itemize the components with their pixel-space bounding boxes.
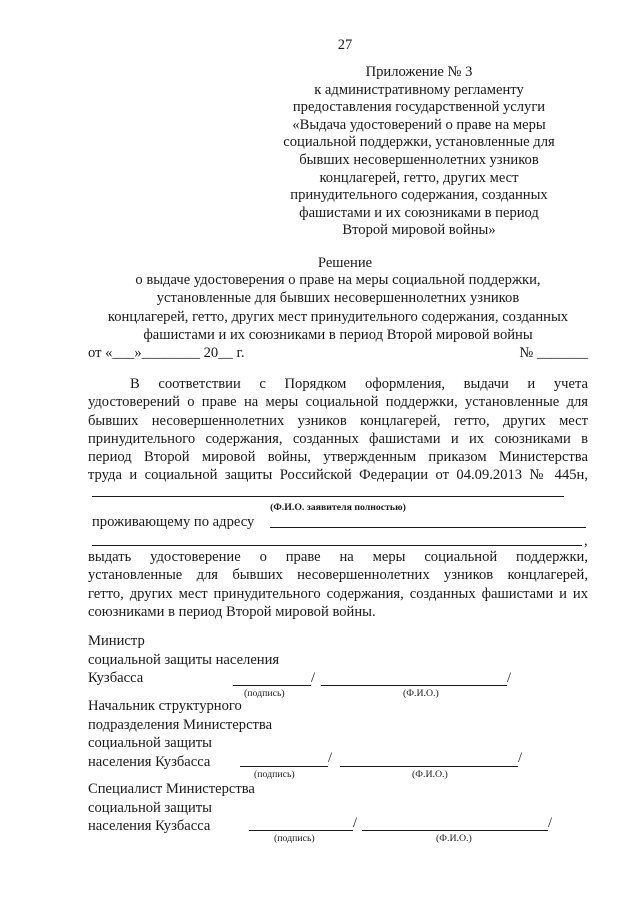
address-label: проживающему по адресу <box>92 514 255 530</box>
address-blank-line[interactable] <box>270 527 586 528</box>
appendix-line: к административному регламенту <box>314 81 524 98</box>
appendix-line: предоставления государственной услуги <box>292 99 546 116</box>
signature-caption: (подпись) <box>244 688 285 699</box>
body-line: В соответствии с Порядком оформления, выдачи и учета <box>130 376 588 392</box>
slash: / <box>548 815 553 831</box>
body-line: удостоверений о праве на меры социальной поддержки, установленные для <box>88 394 588 411</box>
signatory-title-line: Специалист Министерства <box>88 781 255 797</box>
fio-caption: (Ф.И.О. заявителя полностью) <box>270 502 406 513</box>
decision-number: № _______ <box>519 345 588 361</box>
grant-paragraph <box>88 548 588 621</box>
name-caption: (Ф.И.О.) <box>436 833 472 844</box>
head-signature-block <box>88 697 272 771</box>
signatory-title-line: социальной защиты населения <box>88 651 280 668</box>
appendix-line: социальной поддержки, установленные для <box>283 134 555 151</box>
signature-caption: (подпись) <box>254 769 295 780</box>
appendix-line: Второй мировой войны» <box>342 222 496 239</box>
signatory-title-line: социальной защиты <box>88 735 212 751</box>
signatory-title-line: подразделения Министерства <box>88 716 273 733</box>
body-line: принудительного содержания, созданных фашистами и их союзниками в <box>88 430 588 447</box>
minister-signature-block <box>88 632 279 688</box>
decision-title: Решение <box>317 255 373 271</box>
appendix-line: бывших несовершеннолетних узников <box>299 151 539 168</box>
decision-subtitle <box>88 271 588 345</box>
grant-line: установленные для бывших несовершеннолетних узников концлагерей, <box>88 567 588 584</box>
slash: / <box>311 670 316 686</box>
signatory-title-line: Начальник структурного <box>88 698 242 714</box>
appendix-line: концлагерей, гетто, других мест <box>319 169 519 186</box>
signatory-title-line: Кузбасса <box>88 670 144 686</box>
grant-line: выдать удостоверение о праве на меры социальной поддержки, <box>88 549 588 565</box>
decision-line: фашистами и их союзниками в период Второй мировой войны <box>143 327 533 344</box>
grant-line: союзниками в период Второй мировой войны. <box>88 603 376 620</box>
decision-line: концлагерей, гетто, других мест принудительного содержания, созданных <box>107 308 569 325</box>
body-paragraph <box>88 375 588 485</box>
name-caption: (Ф.И.О.) <box>403 688 439 699</box>
appendix-line: «Выдача удостоверений о праве на меры <box>292 116 546 133</box>
slash: / <box>518 750 523 766</box>
fio-blank-line[interactable] <box>92 496 564 497</box>
page-number: 27 <box>337 37 353 53</box>
body-line: период Второй мировой войны, утвержденным приказом Министерства <box>88 449 588 466</box>
appendix-header <box>254 64 584 240</box>
signature-caption: (подпись) <box>274 833 315 844</box>
signatory-title-line: социальной защиты <box>88 799 212 816</box>
slash: / <box>328 750 333 766</box>
slash: / <box>353 815 358 831</box>
grant-line: гетто, других мест принудительного содержания, созданных фашистами и их <box>88 585 588 602</box>
decision-line: о выдаче удостоверения о праве на меры социальной поддержки, <box>135 272 541 288</box>
signatory-title-line: населения Кузбасса <box>88 818 211 834</box>
decision-line: установленные для бывших несовершеннолетних узников <box>156 290 520 307</box>
address-blank-line-2[interactable] <box>92 545 582 546</box>
signatory-title-line: населения Кузбасса <box>88 753 211 770</box>
appendix-line: Приложение № 3 <box>365 64 473 80</box>
address-comma: , <box>584 533 588 549</box>
specialist-signature-block <box>88 780 255 836</box>
appendix-line: фашистами и их союзниками в период <box>299 204 539 221</box>
decision-date: от «___»________ 20__ г. <box>88 345 245 361</box>
appendix-line: принудительного содержания, созданных <box>290 187 548 204</box>
name-caption: (Ф.И.О.) <box>412 769 448 780</box>
body-line: труда и социальной защиты Российской Федерации от 04.09.2013 № 445н, <box>88 467 588 484</box>
signatory-title-line: Министр <box>88 633 145 649</box>
body-line: бывших несовершеннолетних узников концлагерей, гетто, других мест <box>88 412 588 429</box>
slash: / <box>507 670 512 686</box>
date-number-line <box>88 344 588 363</box>
